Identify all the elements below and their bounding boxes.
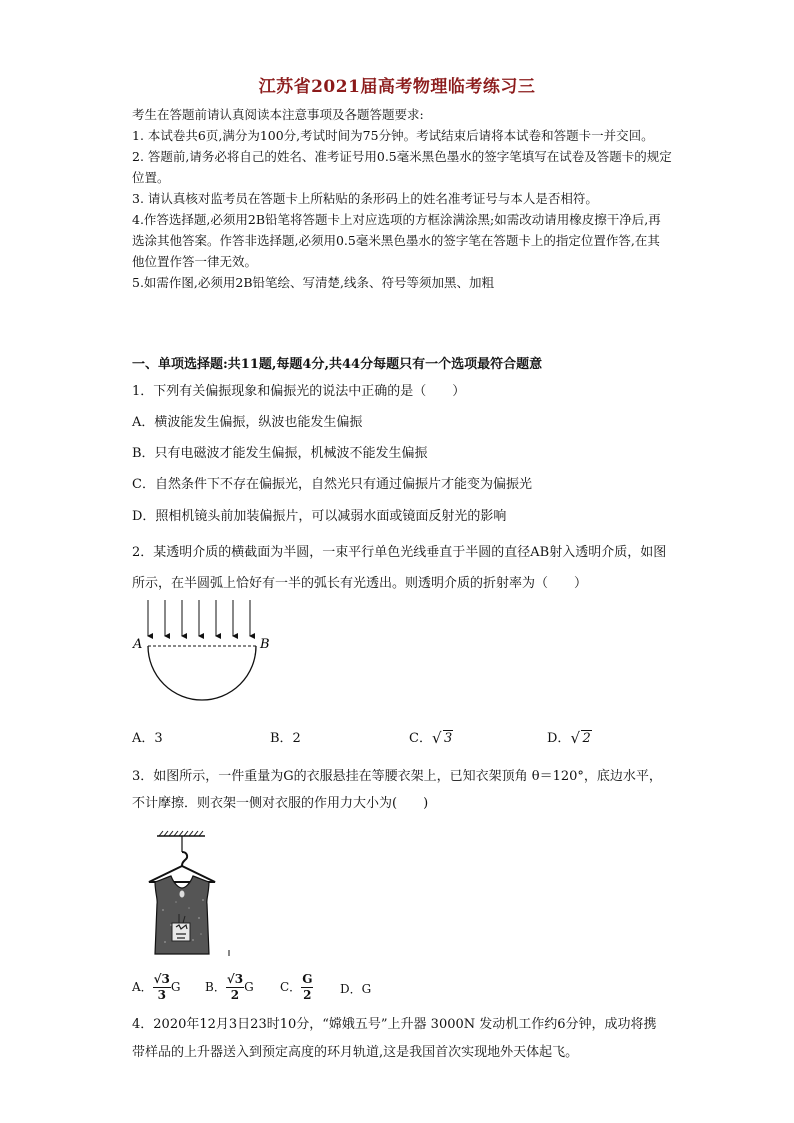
notice-intro: 考生在答题前请认真阅读本注意事项及各题答题要求:: [132, 107, 424, 122]
label-a: A: [133, 637, 143, 652]
semicircle-diagram: [128, 596, 278, 706]
question-1-option-d: D．照相机镜头前加装偏振片，可以减弱水面或镜面反射光的影响: [132, 509, 507, 524]
label-b: B: [260, 637, 270, 652]
question-3-option-d: D．G: [340, 982, 372, 996]
question-2-option-c: C．√ 3: [409, 727, 453, 746]
notice-block: [132, 104, 672, 293]
question-2-options: [132, 727, 652, 749]
semicircle-arc: [148, 646, 256, 700]
question-1-stem: 1．下列有关偏振现象和偏振光的说法中正确的是（ ）: [132, 384, 466, 399]
question-2-option-a: A．3: [132, 731, 163, 746]
question-2-option-b: B．2: [270, 731, 301, 746]
question-3-option-c: C． $\frac{G}{2}$: [280, 972, 313, 1002]
question-1-option-a: A．横波能发生偏振，纵波也能发生偏振: [132, 415, 363, 430]
notice-item: 2. 答题前,请务必将自己的姓名、准考证号用0.5毫米黑色墨水的签字笔填写在试卷及答题卡的规定位置。: [132, 149, 672, 185]
question-4-stem: 4．2020年12月3日23时10分，“嫦娥五号”上升器 3000N 发动机工作约6分钟，成功将携带样品的上升器送入到预定高度的环月轨道,这是我国首次实现地外天体起飞。: [132, 1017, 657, 1060]
question-2-option-d: D．√ 2: [547, 727, 592, 746]
sqrt-icon: √ 3: [432, 731, 453, 746]
question-3-option-a: A． $\frac{√3}{3}$ G: [132, 972, 181, 1002]
notice-item: 3. 请认真核对监考员在答题卡上所粘贴的条形码上的姓名准考证号与本人是否相符。: [132, 191, 598, 206]
notice-item: 5.如需作图,必须用2B铅笔绘、写清楚,线条、符号等须加黑、加粗: [132, 275, 495, 290]
question-3-option-b: B． $\frac{√3}{2}$ G: [205, 972, 254, 1002]
notice-item: 1. 本试卷共6页,满分为100分,考试时间为75分钟。考试结束后请将本试卷和答题卡一并交回。: [132, 128, 654, 143]
question-3-stem: 3．如图所示，一件重量为G的衣服悬挂在等腰衣架上，已知衣架顶角 θ＝120°，底边水平，不计摩擦．则衣架一侧对衣服的作用力大小为( ): [132, 769, 662, 811]
question-3-options: [132, 972, 532, 1006]
notice-item: 4.作答选择题,必须用2B铅笔将答题卡上对应选项的方框涂满涂黑;如需改动请用橡皮擦干净后,再选涂其他答案。作答非选择题,必须用0.5毫米黑色墨水的签字笔在答题卡上的指定位置作答,在其他位置作答一律无效。: [132, 212, 661, 269]
question-1-option-b: B．只有电磁波才能发生偏振，机械波不能发生偏振: [132, 446, 428, 461]
question-1-option-c: C．自然条件下不存在偏振光，自然光只有通过偏振片才能变为偏振光: [132, 477, 532, 492]
sqrt-icon: √ 2: [570, 731, 591, 746]
section-title: 一、单项选择题:共11题,每题4分,共44分每题只有一个选项最符合题意: [132, 357, 543, 372]
hanger-shirt-figure: [143, 830, 235, 962]
question-2-stem: 2．某透明介质的横截面为半圆，一束平行单色光线垂直于半圆的直径AB射入透明介质，如图所示，在半圆弧上恰好有一半的弧长有光透出。则透明介质的折射率为（ ）: [132, 545, 667, 591]
page-title: 江苏省2021届高考物理临考练习三: [258, 77, 536, 97]
